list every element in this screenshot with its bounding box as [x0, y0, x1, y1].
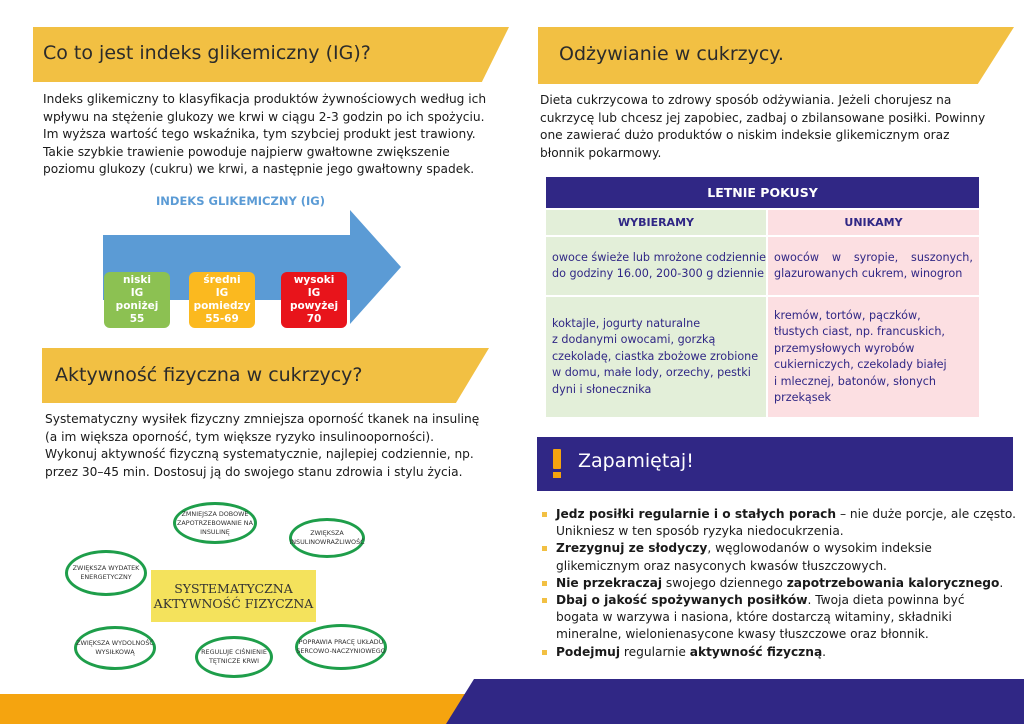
- section-title-ig: Co to jest indeks glikemiczny (IG)?: [43, 42, 371, 64]
- remember-banner: [537, 437, 1013, 491]
- benefit-oval-fitness: ZWIĘKSZA WYDOLNOŚĆ WYSIŁKOWĄ: [74, 626, 156, 670]
- ig-box-medium: średni IG pomiedzy 55-69: [189, 272, 255, 328]
- exclamation-icon-dot: [553, 472, 561, 478]
- summer-temptations-table: [546, 177, 979, 417]
- benefit-oval-blood-pressure: REGULUJE CIŚNIENIE TĘTNICZE KRWI: [195, 636, 273, 678]
- bullet-icon: [542, 650, 547, 655]
- list-item: Dbaj o jakość spożywanych posiłków. Twoja dieta powinna być bogata w warzywa i nasiona, które dostarczą witaminy, składniki mineralne, wielonienasycone kwasy tłuszczowe oraz błonnik.: [541, 592, 1016, 644]
- ig-graphic-title: INDEKS GLIKEMICZNY (IG): [156, 194, 326, 208]
- column-header-choose: WYBIERAMY: [546, 210, 766, 235]
- benefit-oval-insulin-demand: ZMNIEJSZA DOBOWE ZAPOTRZEBOWANIE NA INSULINĘ: [173, 502, 257, 544]
- table-row: [546, 295, 979, 417]
- column-header-avoid: UNIKAMY: [766, 210, 979, 235]
- section-title-activity: Aktywność fizyczna w cukrzycy?: [55, 364, 363, 386]
- exclamation-icon: [553, 449, 561, 469]
- activity-description: Systematyczny wysiłek fizyczny zmniejsza oporność tkanek na insulinę (a im większa oporność, tym większe ryzyko insulinooporności). Wykonuj aktywność fizyczną systematycznie, najlepiej codziennie, np. przez 30–45 min. Dostosuj ją do swojego stanu zdrowia i stylu życia.: [45, 412, 480, 479]
- benefit-oval-energy: ZWIĘKSZA WYDATEK ENERGETYCZNY: [65, 550, 147, 596]
- bullet-icon: [542, 512, 547, 517]
- list-item: Zrezygnuj ze słodyczy, węglowodanów o wysokim indeksie glikemicznym oraz nasyconych kwasów tłuszczowych.: [541, 540, 1016, 574]
- benefit-oval-insulin-sensitivity: ZWIĘKSZA INSULINOWRAŻLIWOŚĆ: [289, 518, 365, 558]
- table-header-row: [546, 208, 979, 235]
- list-item: Jedz posiłki regularnie i o stałych porach – nie duże porcje, ale często. Unikniesz w ten sposób ryzyka niedocukrzenia.: [541, 506, 1016, 540]
- nutrition-description: Dieta cukrzycowa to zdrowy sposób odżywiania. Jeżeli chorujesz na cukrzycę lub chcesz jej zapobiec, zadbaj o zbilansowane posiłki. Powinny one zawierać dużo produktów o niskim indeksie glikemicznym oraz błonnik pokarmowy.: [540, 93, 986, 160]
- bullet-icon: [542, 581, 547, 586]
- diagram-center-label: SYSTEMATYCZNA AKTYWNOŚĆ FIZYCZNA: [151, 570, 316, 622]
- section-title-nutrition: Odżywianie w cukrzycy.: [559, 43, 784, 65]
- ig-description: Indeks glikemiczny to klasyfikacja produktów żywnościowych według ich wpływu na stężenie glukozy we krwi w ciągu 2-3 godzin po ich spożyciu. Im wyższa wartość tego wskaźnika, tym szybciej produkt jest trawiony. Takie szybkie trawienie powoduje najpierw gwałtowne zwiększenie poziomu glukozy (cukru) we krwi, a następnie jego gwałtowny spadek.: [43, 92, 487, 176]
- table-row: [546, 235, 979, 295]
- remember-title: Zapamiętaj!: [578, 450, 694, 472]
- table-cell-avoid: kremów, tortów, pączków, tłustych ciast, np. francuskich, przemysłowych wyrobów cukierniczych, czekolady białej i mlecznej, batonów, słonych przekąsek: [766, 297, 979, 417]
- list-item: Podejmuj regularnie aktywność fizyczną.: [541, 644, 1016, 661]
- table-cell-avoid: owoców w syropie, suszonych, glazurowanych cukrem, winogron: [766, 237, 979, 295]
- ig-box-high: wysoki IG powyżej 70: [281, 272, 347, 328]
- list-item: Nie przekraczaj swojego dziennego zapotrzebowania kalorycznego.: [541, 575, 1016, 592]
- footer-band-navy: [446, 679, 1024, 724]
- table-title: LETNIE POKUSY: [546, 177, 979, 208]
- table-cell-choose: owoce świeże lub mrożone codziennie do godziny 16.00, 200-300 g dziennie: [546, 237, 766, 295]
- bullet-icon: [542, 546, 547, 551]
- remember-list: [541, 506, 1016, 661]
- footer-band-orange: [0, 694, 470, 724]
- benefit-oval-cardio: POPRAWIA PRACĘ UKŁADU SERCOWO-NACZYNIOWEGO: [295, 624, 387, 670]
- ig-box-low: niski IG poniżej 55: [104, 272, 170, 328]
- bullet-icon: [542, 598, 547, 603]
- table-cell-choose: koktajle, jogurty naturalne z dodanymi owocami, gorzką czekoladę, ciastka zbożowe zrobione w domu, małe lody, orzechy, pestki dyni i słonecznika: [546, 297, 766, 417]
